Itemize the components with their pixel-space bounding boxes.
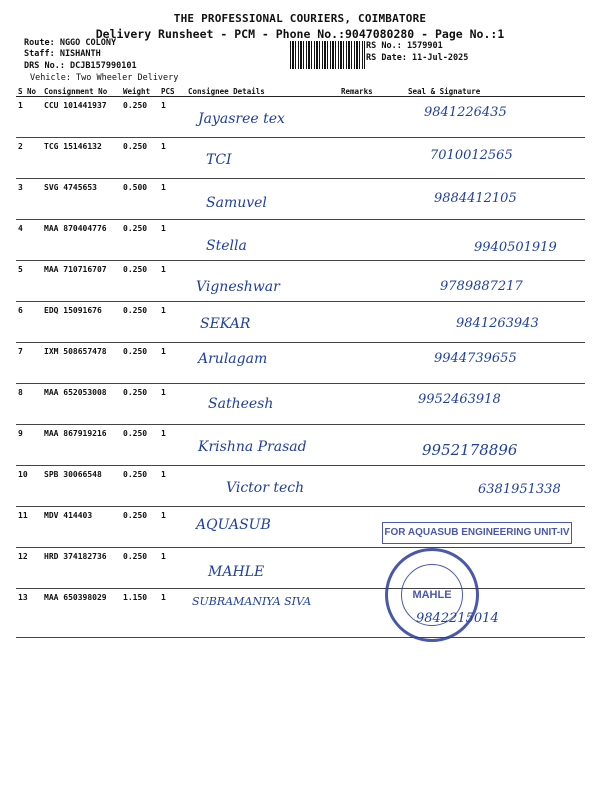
consignee-handwriting: Stella — [206, 238, 247, 254]
runsheet-subtitle: Delivery Runsheet - PCM - Phone No.:9047080280 - Page No.:1 — [95, 27, 505, 41]
consignee-cell — [186, 507, 339, 548]
table-row — [16, 384, 585, 425]
consignee-handwriting: Victor tech — [226, 480, 305, 496]
remarks — [339, 302, 394, 343]
weight: 0.250 — [121, 507, 159, 548]
weight: 0.500 — [121, 179, 159, 220]
sno: 7 — [16, 343, 42, 384]
consignment-no: SPB 30066548 — [42, 466, 121, 507]
remarks — [339, 343, 394, 384]
rs-number: RS No.: 1579901 — [366, 41, 443, 51]
consignee-cell — [186, 138, 339, 179]
mahle-round-seal — [385, 548, 479, 642]
table-header-row — [16, 86, 585, 97]
table-row — [16, 220, 585, 261]
table-row — [16, 179, 585, 220]
col-consignee: Consignee Details — [186, 86, 339, 97]
company-stamp: FOR AQUASUB ENGINEERING UNIT-IV — [382, 522, 572, 544]
sno: 2 — [16, 138, 42, 179]
pcs: 1 — [159, 179, 186, 220]
remarks — [339, 179, 394, 220]
consignment-no: MAA 867919216 — [42, 425, 121, 466]
consignee-handwriting: Krishna Prasad — [198, 439, 307, 455]
signature-phone: 9884412105 — [434, 191, 517, 206]
drs-number: DRS No.: DCJB157990101 — [24, 61, 137, 71]
signature-cell — [394, 97, 585, 138]
col-consignment: Consignment No — [42, 86, 121, 97]
signature-phone: 6381951338 — [478, 482, 561, 497]
signature-cell — [394, 138, 585, 179]
vehicle: Vehicle: Two Wheeler Delivery — [30, 73, 179, 83]
table-row — [16, 548, 585, 589]
consignee-cell — [186, 179, 339, 220]
pcs: 1 — [159, 261, 186, 302]
runsheet-table — [16, 86, 585, 638]
mahle-seal-inner: MAHLE — [401, 564, 463, 626]
table-row — [16, 425, 585, 466]
signature-phone: 9841226435 — [424, 105, 507, 120]
weight: 0.250 — [121, 343, 159, 384]
signature-phone: 9789887217 — [440, 279, 523, 294]
sno: 1 — [16, 97, 42, 138]
col-weight: Weight — [121, 86, 159, 97]
consignment-no: CCU 101441937 — [42, 97, 121, 138]
signature-phone: 9841263943 — [456, 316, 539, 331]
col-pcs: PCS — [159, 86, 186, 97]
signature-cell — [394, 220, 585, 261]
consignee-cell — [186, 589, 339, 638]
pcs: 1 — [159, 138, 186, 179]
col-signature: Seal & Signature — [394, 86, 585, 97]
route: Route: NGGO COLONY — [24, 38, 117, 48]
consignee-cell — [186, 425, 339, 466]
weight: 0.250 — [121, 384, 159, 425]
sno: 9 — [16, 425, 42, 466]
consignee-cell — [186, 466, 339, 507]
weight: 0.250 — [121, 138, 159, 179]
consignee-cell — [186, 220, 339, 261]
pcs: 1 — [159, 548, 186, 589]
consignee-handwriting: TCI — [206, 152, 232, 168]
pcs: 1 — [159, 507, 186, 548]
consignee-cell — [186, 261, 339, 302]
remarks — [339, 425, 394, 466]
consignee-cell — [186, 343, 339, 384]
signature-cell — [394, 179, 585, 220]
sno: 5 — [16, 261, 42, 302]
consignee-handwriting: Arulagam — [198, 351, 268, 367]
remarks — [339, 138, 394, 179]
consignee-handwriting: Jayasree tex — [198, 111, 285, 127]
remarks — [339, 261, 394, 302]
weight: 0.250 — [121, 466, 159, 507]
sno: 6 — [16, 302, 42, 343]
consignee-cell — [186, 302, 339, 343]
remarks — [339, 384, 394, 425]
consignee-cell — [186, 548, 339, 589]
consignee-handwriting: Satheesh — [208, 396, 274, 412]
consignment-no: TCG 15146132 — [42, 138, 121, 179]
signature-phone: 9952178896 — [422, 441, 518, 459]
pcs: 1 — [159, 97, 186, 138]
col-sno: S No — [16, 86, 42, 97]
company-title: THE PROFESSIONAL COURIERS, COIMBATORE — [173, 12, 427, 25]
consignee-handwriting: AQUASUB — [196, 517, 271, 533]
weight: 0.250 — [121, 261, 159, 302]
rs-date: RS Date: 11-Jul-2025 — [366, 53, 469, 63]
pcs: 1 — [159, 384, 186, 425]
table-row — [16, 343, 585, 384]
sno: 12 — [16, 548, 42, 589]
weight: 1.150 — [121, 589, 159, 638]
signature-cell — [394, 384, 585, 425]
table-row — [16, 261, 585, 302]
pcs: 1 — [159, 343, 186, 384]
sno: 4 — [16, 220, 42, 261]
consignment-no: MAA 870404776 — [42, 220, 121, 261]
consignment-no: MAA 710716707 — [42, 261, 121, 302]
table-row — [16, 589, 585, 638]
signature-cell — [394, 302, 585, 343]
remarks — [339, 220, 394, 261]
consignee-handwriting: MAHLE — [208, 564, 265, 580]
consignment-no: MDV 414403 — [42, 507, 121, 548]
consignee-handwriting: SEKAR — [200, 316, 251, 332]
signature-phone: 9842215014 — [416, 611, 499, 626]
sno: 10 — [16, 466, 42, 507]
staff: Staff: NISHANTH — [24, 49, 101, 59]
consignment-no: SVG 4745653 — [42, 179, 121, 220]
sno: 8 — [16, 384, 42, 425]
signature-cell — [394, 425, 585, 466]
weight: 0.250 — [121, 220, 159, 261]
weight: 0.250 — [121, 302, 159, 343]
signature-phone: 9952463918 — [418, 392, 501, 407]
consignment-no: HRD 374182736 — [42, 548, 121, 589]
table-row — [16, 302, 585, 343]
consignee-handwriting: Vigneshwar — [196, 279, 280, 295]
consignment-no: IXM 508657478 — [42, 343, 121, 384]
remarks — [339, 466, 394, 507]
consignment-no: EDQ 15091676 — [42, 302, 121, 343]
consignee-cell — [186, 384, 339, 425]
barcode — [290, 41, 365, 69]
pcs: 1 — [159, 302, 186, 343]
table-row — [16, 138, 585, 179]
pcs: 1 — [159, 220, 186, 261]
table-row — [16, 97, 585, 138]
signature-cell — [394, 466, 585, 507]
sno: 3 — [16, 179, 42, 220]
weight: 0.250 — [121, 425, 159, 466]
pcs: 1 — [159, 425, 186, 466]
pcs: 1 — [159, 589, 186, 638]
consignment-no: MAA 650398029 — [42, 589, 121, 638]
weight: 0.250 — [121, 97, 159, 138]
col-remarks: Remarks — [339, 86, 394, 97]
sno: 13 — [16, 589, 42, 638]
consignee-handwriting: Samuvel — [206, 195, 267, 211]
pcs: 1 — [159, 466, 186, 507]
signature-cell — [394, 261, 585, 302]
remarks — [339, 97, 394, 138]
signature-phone: 9940501919 — [474, 240, 557, 255]
sno: 11 — [16, 507, 42, 548]
consignee-cell — [186, 97, 339, 138]
consignee-handwriting: SUBRAMANIYA SIVA — [192, 595, 312, 608]
signature-phone: 9944739655 — [434, 351, 517, 366]
table-row — [16, 466, 585, 507]
signature-phone: 7010012565 — [430, 148, 513, 163]
weight: 0.250 — [121, 548, 159, 589]
signature-cell — [394, 343, 585, 384]
consignment-no: MAA 652053008 — [42, 384, 121, 425]
